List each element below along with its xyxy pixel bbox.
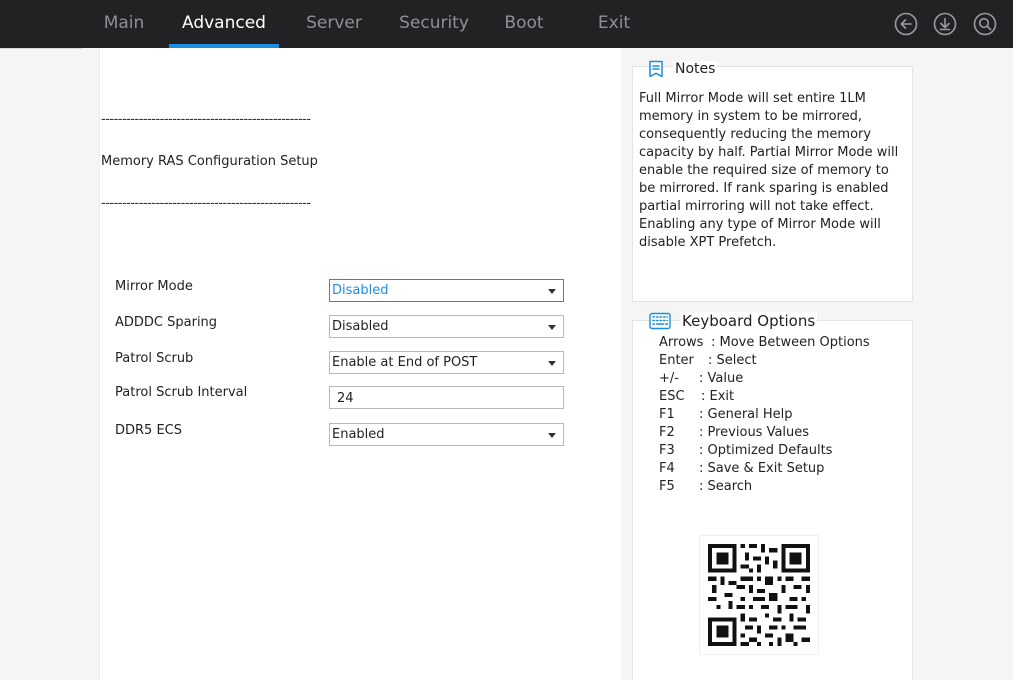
shortcut-key: F5	[659, 479, 675, 494]
shortcut-desc: : Previous Values	[699, 425, 810, 440]
keyboard-options-title: Keyboard Options	[682, 312, 816, 330]
shortcut-key: F2	[659, 425, 675, 440]
patrol-scrub-interval-field[interactable]	[330, 388, 563, 409]
tab-exit[interactable]: Exit	[597, 13, 631, 33]
keyboard-icon	[649, 312, 671, 330]
shortcut-key: F3	[659, 443, 675, 458]
tab-server[interactable]: Server	[306, 13, 362, 33]
notes-panel	[632, 61, 913, 302]
shortcut-key: ESC	[659, 389, 685, 404]
section-title: Memory RAS Configuration Setup	[101, 154, 318, 169]
shortcut-desc: : General Help	[699, 407, 793, 422]
chevron-down-icon	[548, 289, 556, 294]
tab-main[interactable]: Main	[103, 13, 145, 33]
patrol-scrub-label: Patrol Scrub	[115, 351, 194, 366]
notes-title: Notes	[675, 61, 716, 77]
keyboard-shortcut-row	[659, 371, 743, 386]
mirror-mode-value: Disabled	[332, 283, 389, 298]
shortcut-key: F4	[659, 461, 675, 476]
search-icon[interactable]	[973, 12, 997, 36]
ddr5-ecs-select[interactable]	[329, 423, 564, 446]
chevron-down-icon	[548, 433, 556, 438]
shortcut-key: F1	[659, 407, 675, 422]
shortcut-desc: : Search	[699, 479, 753, 494]
top-nav-bar	[0, 0, 1013, 48]
left-gutter	[0, 48, 100, 680]
keyboard-shortcut-row	[659, 443, 832, 458]
back-icon[interactable]	[894, 12, 918, 36]
keyboard-shortcut-row	[659, 425, 809, 440]
keyboard-shortcut-row	[659, 479, 752, 494]
adddc-sparing-select[interactable]	[329, 315, 564, 338]
chevron-down-icon	[548, 361, 556, 366]
shortcut-desc: : Optimized Defaults	[699, 443, 833, 458]
keyboard-shortcut-row	[659, 461, 824, 476]
patrol-scrub-interval-input[interactable]	[329, 386, 564, 409]
shortcut-key: +/-	[659, 371, 679, 386]
shortcut-desc: : Move Between Options	[711, 335, 870, 350]
help-sidebar	[621, 48, 1013, 680]
keyboard-shortcut-row	[659, 335, 870, 350]
divider-line-bottom: --------------------------------------------------	[101, 196, 311, 211]
chevron-down-icon	[548, 325, 556, 330]
notes-text: Full Mirror Mode will set entire 1LM memory in system to be mirrored, consequently reducing the memory capacity by half. Partial Mirror Mode will enable the required size of memory to be mirrored. If rank sparing is enabled partial mirroring will not take effect. Enabling any type of Mirror Mode will disable XPT Prefetch.	[639, 91, 899, 250]
patrol-scrub-select[interactable]	[329, 351, 564, 374]
tab-advanced[interactable]: Advanced	[169, 0, 279, 48]
keyboard-options-panel	[632, 312, 913, 680]
shortcut-desc: : Save & Exit Setup	[699, 461, 825, 476]
keyboard-shortcut-row	[659, 407, 793, 422]
shortcut-desc: : Value	[699, 371, 744, 386]
adddc-sparing-label: ADDDC Sparing	[115, 315, 218, 330]
qr-code	[699, 535, 819, 655]
shortcut-key: Enter	[659, 353, 694, 368]
tab-security[interactable]: Security	[399, 13, 469, 33]
shortcut-desc: : Exit	[701, 389, 735, 404]
ddr5-ecs-label: DDR5 ECS	[115, 423, 182, 438]
download-icon[interactable]	[933, 12, 957, 36]
bookmark-icon	[647, 60, 665, 78]
patrol-scrub-value: Enable at End of POST	[332, 355, 478, 370]
shortcut-key: Arrows	[659, 335, 704, 350]
mirror-mode-label: Mirror Mode	[115, 279, 193, 294]
divider-line-top: --------------------------------------------------	[101, 112, 311, 127]
patrol-scrub-interval-label: Patrol Scrub Interval	[115, 385, 248, 400]
tab-boot[interactable]: Boot	[504, 13, 544, 33]
gutter-divider	[0, 48, 82, 49]
settings-panel	[101, 48, 621, 680]
shortcut-desc: : Select	[708, 353, 757, 368]
adddc-sparing-value: Disabled	[332, 319, 389, 334]
mirror-mode-select[interactable]	[329, 279, 564, 302]
keyboard-shortcut-row	[659, 353, 757, 368]
ddr5-ecs-value: Enabled	[332, 427, 385, 442]
keyboard-shortcut-row	[659, 389, 734, 404]
